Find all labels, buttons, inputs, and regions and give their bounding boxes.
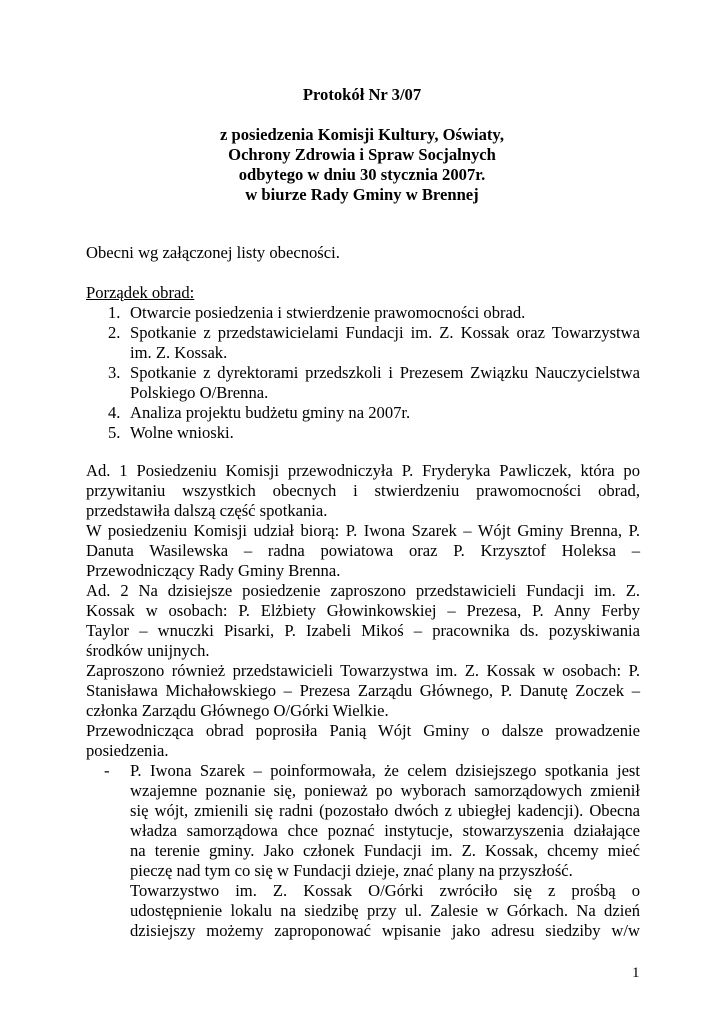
document-title: Protokół Nr 3/07 [302, 85, 422, 104]
body-line: przywitaniu wszystkich obecnych i stwierdzeniu prawomocności obrad, [86, 481, 640, 500]
bullet-line: Towarzystwo im. Z. Kossak O/Górki zwróciło się z prośbą o [130, 881, 640, 900]
page-number: 1 [632, 965, 640, 981]
bullet-line: na terenie gminy. Jako członek Fundacji im. Z. Kossak, chcemy mieć [130, 841, 640, 860]
subtitle-line: z posiedzenia Komisji Kultury, Oświaty, [220, 125, 504, 144]
bullet-line: P. Iwona Szarek – poinformowała, że celem dzisiejszego spotkania jest [130, 761, 640, 780]
agenda-item-text: Spotkanie z dyrektorami przedszkoli i Prezesem Związku Nauczycielstwa [130, 363, 640, 382]
agenda-item-text: Analiza projektu budżetu gminy na 2007r. [130, 403, 411, 422]
subtitle-line: w biurze Rady Gminy w Brennej [245, 185, 479, 204]
agenda-item-number: 2. [108, 323, 121, 342]
bullet-line: pieczę nad tym co się w Fundacji dzieje, znać plany na przyszłość. [130, 861, 573, 880]
agenda-item-text: Spotkanie z przedstawicielami Fundacji im. Z. Kossak oraz Towarzystwa [130, 323, 640, 342]
body-line: Przewodniczący Rady Gminy Brenna. [86, 561, 341, 580]
body-line: W posiedzeniu Komisji udział biorą: P. Iwona Szarek – Wójt Gminy Brenna, P. [86, 521, 640, 540]
agenda-item-text: im. Z. Kossak. [130, 343, 228, 362]
bullet-dash: - [104, 761, 110, 780]
agenda-item-number: 1. [108, 303, 121, 322]
subtitle-line: Ochrony Zdrowia i Spraw Socjalnych [228, 145, 496, 164]
bullet-line: władza samorządowa chce poznać instytucje, stowarzyszenia działające [130, 821, 640, 840]
subtitle-line: odbytego w dniu 30 stycznia 2007r. [238, 165, 486, 184]
agenda-heading: Porządek obrad: [86, 283, 195, 302]
body-line: Ad. 1 Posiedzeniu Komisji przewodniczyła P. Fryderyka Pawliczek, która po [86, 461, 640, 480]
document-subtitle [0, 125, 724, 205]
body-line: Stanisława Michałowskiego – Prezesa Zarządu Głównego, P. Danutę Zoczek – [86, 681, 640, 700]
body-line: Ad. 2 Na dzisiejsze posiedzenie zaproszono przedstawicieli Fundacji im. Z. [86, 581, 640, 600]
agenda-item-number: 3. [108, 363, 121, 382]
bullet-line: dzisiejszy możemy zaproponować wpisanie jako adresu siedziby w/w [130, 921, 640, 940]
body-line: przedstawiła dalszą część spotkania. [86, 501, 328, 520]
bullet-line: udostępnienie lokalu na siedzibę przy ul. Zalesie w Górkach. Na dzień [130, 901, 640, 920]
body-line: członka Zarządu Głównego O/Górki Wielkie. [86, 701, 389, 720]
body-line: Przewodnicząca obrad poprosiła Panią Wójt Gminy o dalsze prowadzenie [86, 721, 640, 740]
agenda-item-number: 4. [108, 403, 121, 422]
bullet-line: wzajemne poznanie się, ponieważ po wyborach samorządowych zmienił [130, 781, 640, 800]
agenda-item-text: Otwarcie posiedzenia i stwierdzenie prawomocności obrad. [130, 303, 526, 322]
agenda-item-number: 5. [108, 423, 121, 442]
body-line: środków unijnych. [86, 641, 210, 660]
body-line: posiedzenia. [86, 741, 169, 760]
bullet-line: się wójt, zmienili się radni (pozostało dwóch z ubiegłej kadencji). Obecna [130, 801, 640, 820]
body-line: Danuta Wasilewska – radna powiatowa oraz P. Krzysztof Holeksa – [86, 541, 640, 560]
agenda-item-text: Wolne wnioski. [130, 423, 234, 442]
body-line: Zaproszono również przedstawicieli Towarzystwa im. Z. Kossak w osobach: P. [86, 661, 640, 680]
body-line: Taylor – wnuczki Pisarki, P. Izabeli Mikoś – pracownika ds. pozyskiwania [86, 621, 640, 640]
attendance-note: Obecni wg załączonej listy obecności. [86, 243, 340, 262]
agenda-item-text: Polskiego O/Brenna. [130, 383, 269, 402]
body-line: Kossak w osobach: P. Elżbiety Głowinkowskiej – Prezesa, P. Anny Ferby [86, 601, 640, 620]
